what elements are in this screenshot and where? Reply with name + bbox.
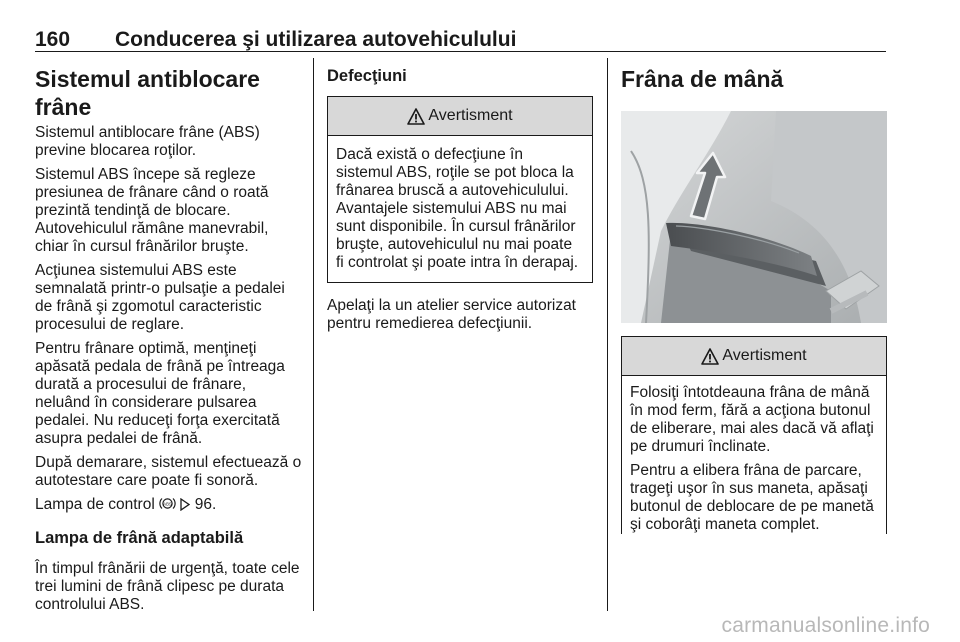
page-number: 160	[35, 28, 71, 51]
brake-light-paragraph: În timpul frânării de urgenţă, toate cele trei lumini de frână clipesc pe durata controlului ABS.	[35, 560, 300, 613]
warning-box-body	[328, 136, 592, 282]
control-lamp-reference	[35, 496, 303, 514]
abs-paragraph-3: Acţiunea sistemului ABS este semnalată printr-o pulsaţie a pedalei de frână şi zgomotul caracteristic procesului de reglare.	[35, 262, 285, 333]
chapter-title: Conducerea şi utilizarea autovehiculului	[115, 28, 517, 51]
abs-paragraph-1: Sistemul antiblocare frâne (ABS) previne blocarea roţilor.	[35, 124, 260, 159]
warning-triangle-icon	[407, 108, 425, 125]
column-faults	[327, 62, 593, 339]
control-lamp-label: Lampa de control	[35, 496, 155, 513]
column-divider-1	[313, 58, 314, 611]
warning-box-body-2	[622, 376, 886, 534]
warning-triangle-icon	[701, 348, 719, 365]
warning-text: Dacă există o defecţiune în sistemul ABS, roţile se pot bloca la frânarea bruscă a autovehiculului. Avantajele sistemului ABS nu mai sunt disponibile. În cursul frânărilor bruşte, autovehiculul nu mai poate fi controlat şi poate intra în derapaj.	[336, 146, 579, 271]
subsection-heading-brake-light: Lampa de frână adaptabilă	[35, 529, 244, 547]
warning-box-header	[328, 97, 592, 136]
abs-paragraph-2: Sistemul ABS începe să regleze presiunea de frânare când o roată prezintă tendinţă de blocare. Autovehiculul rămâne manevrabil, chiar în cursul frânărilor bruşte.	[35, 166, 269, 255]
watermark: carmanualsonline.info	[721, 614, 930, 637]
parking-brake-photo	[621, 111, 887, 323]
svg-text:ABS: ABS	[163, 501, 172, 507]
page-reference-icon	[180, 498, 190, 511]
section-heading-abs: Sistemul antiblocare frâne	[35, 66, 260, 120]
abs-paragraph-4: Pentru frânare optimă, menţineţi apăsată pedala de frână pe întreaga durată a procesului de frânare, neluând în considerare pulsarea pedalei. Nu reduceţi forţa exercitată asupra pedalei de frână.	[35, 340, 285, 447]
header-rule	[35, 51, 886, 52]
column-abs	[35, 62, 303, 620]
abs-paragraph-5: După demarare, sistemul efectuează o autotestare care poate fi sonoră.	[35, 454, 302, 489]
faults-paragraph: Apelaţi la un atelier service autorizat pentru remedierea defecţiunii.	[327, 297, 576, 332]
warning-box-abs	[327, 96, 593, 283]
warning-box-header-2	[622, 337, 886, 376]
column-divider-2	[607, 58, 608, 611]
control-lamp-page: 96.	[194, 496, 217, 513]
parking-warning-paragraph-2: Pentru a elibera frâna de parcare, trageţi uşor în sus maneta, apăsaţi butonul de deblocare de pe manetă şi coborâţi maneta complet.	[630, 462, 874, 533]
column-parking-brake	[621, 62, 887, 540]
parking-warning-paragraph-1: Folosiţi întotdeauna frâna de mână în mod ferm, fără a acţiona butonul de eliberare, mai ales dacă vă aflaţi pe drumuri înclinate.	[630, 384, 874, 455]
warning-box-parking-brake	[621, 336, 887, 534]
section-heading-faults: Defecţiuni	[327, 67, 407, 85]
abs-lamp-icon	[159, 496, 176, 511]
section-heading-parking-brake: Frâna de mână	[621, 66, 784, 92]
warning-title: Avertisment	[428, 107, 513, 124]
warning-title-2: Avertisment	[722, 347, 807, 364]
page-header	[35, 24, 885, 50]
